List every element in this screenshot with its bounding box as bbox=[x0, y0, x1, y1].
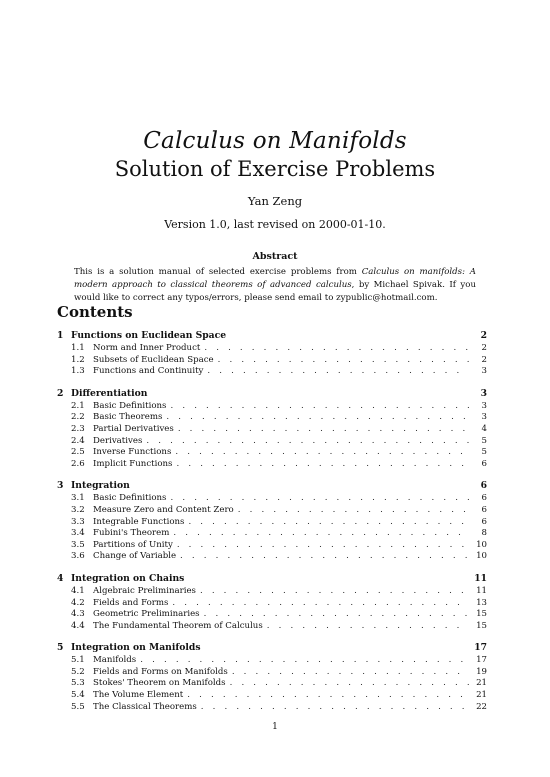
toc-section-number: 4.4 bbox=[71, 620, 85, 631]
toc-leader-dots bbox=[146, 436, 469, 446]
toc-chapter-entry[interactable] bbox=[57, 330, 487, 343]
toc-leader-dots bbox=[173, 528, 469, 538]
toc-section-title: Inverse Functions bbox=[93, 447, 172, 458]
toc-section-number: 3.5 bbox=[71, 539, 85, 550]
toc-section-number: 5.5 bbox=[71, 701, 85, 712]
toc-section-number: 5.2 bbox=[71, 666, 85, 677]
toc-leader-dots bbox=[172, 598, 469, 608]
toc-chapter-number: 5 bbox=[57, 642, 64, 654]
toc-section-page: 10 bbox=[476, 539, 487, 550]
toc-section-number: 1.3 bbox=[71, 366, 85, 377]
toc-section-page: 5 bbox=[481, 447, 487, 458]
toc-chapter-page: 11 bbox=[474, 572, 487, 584]
toc-leader-dots bbox=[230, 678, 469, 688]
toc-section-title: Geometric Preliminaries bbox=[93, 609, 200, 620]
toc-section-number: 4.3 bbox=[71, 609, 85, 620]
toc-chapter-number: 4 bbox=[57, 572, 64, 584]
toc-leader-dots bbox=[170, 401, 469, 411]
abstract-text-after: , by Michael Spivak. If you would like to correct any typos/errors, please send email to zypublic@hotmail.com. bbox=[74, 280, 476, 304]
toc-section-entry[interactable] bbox=[57, 667, 487, 679]
toc-section-page: 6 bbox=[481, 516, 487, 527]
toc-section-number: 4.1 bbox=[71, 585, 85, 596]
toc-section-number: 3.6 bbox=[71, 551, 85, 562]
page-number: 1 bbox=[272, 722, 278, 732]
toc-section-page: 10 bbox=[476, 551, 487, 562]
toc-chapter-page: 6 bbox=[480, 480, 487, 492]
toc-leader-dots bbox=[204, 343, 469, 353]
toc-section-page: 6 bbox=[481, 504, 487, 515]
toc-leader-dots bbox=[204, 609, 469, 619]
toc-section-entry[interactable] bbox=[57, 586, 487, 598]
toc-section-page: 6 bbox=[481, 458, 487, 469]
toc-leader-dots bbox=[188, 517, 469, 527]
toc-section-entry[interactable] bbox=[57, 355, 487, 367]
toc-chapter-number: 3 bbox=[57, 480, 64, 492]
toc-section-title: Measure Zero and Content Zero bbox=[93, 504, 234, 515]
toc-section-entry[interactable] bbox=[57, 447, 487, 459]
toc-section-title: Fields and Forms bbox=[93, 597, 169, 608]
toc-section-entry[interactable] bbox=[57, 424, 487, 436]
toc-section-title: Basic Definitions bbox=[93, 400, 167, 411]
version-line: Version 1.0, last revised on 2000-01-10. bbox=[164, 218, 386, 231]
toc-section-number: 3.3 bbox=[71, 516, 85, 527]
toc-section-page: 4 bbox=[481, 423, 487, 434]
toc-chapter-entry[interactable] bbox=[57, 642, 487, 655]
toc-section-title: The Volume Element bbox=[93, 690, 184, 701]
toc-section-page: 3 bbox=[481, 400, 487, 411]
toc-section-title: Partitions of Unity bbox=[93, 539, 173, 550]
toc-section-page: 22 bbox=[476, 701, 487, 712]
toc-chapter-entry[interactable] bbox=[57, 480, 487, 493]
toc-chapter-page: 3 bbox=[480, 387, 487, 399]
toc-section-page: 19 bbox=[476, 666, 487, 677]
toc-section-entry[interactable] bbox=[57, 493, 487, 505]
toc-section-entry[interactable] bbox=[57, 690, 487, 702]
toc-section-entry[interactable] bbox=[57, 412, 487, 424]
toc-section-page: 3 bbox=[481, 412, 487, 423]
toc-section-title: Stokes' Theorem on Manifolds bbox=[93, 678, 226, 689]
toc-section-number: 1.2 bbox=[71, 354, 85, 365]
toc-chapter-title: Integration on Chains bbox=[71, 572, 185, 584]
toc-leader-dots bbox=[175, 447, 469, 457]
toc-section-title: Integrable Functions bbox=[93, 516, 185, 527]
toc-section-number: 2.6 bbox=[71, 458, 85, 469]
toc-leader-dots bbox=[140, 655, 469, 665]
author-name: Yan Zeng bbox=[247, 194, 303, 208]
toc-leader-dots bbox=[267, 621, 469, 631]
toc-section-number: 3.1 bbox=[71, 493, 85, 504]
toc-chapter-entry[interactable] bbox=[57, 573, 487, 586]
toc-section-title: Norm and Inner Product bbox=[93, 343, 201, 353]
toc-chapter-title: Differentiation bbox=[71, 387, 148, 399]
toc-section-page: 8 bbox=[481, 528, 487, 539]
toc-leader-dots bbox=[177, 540, 469, 550]
toc-section-number: 3.4 bbox=[71, 528, 85, 539]
toc-section-title: Subsets of Euclidean Space bbox=[93, 354, 214, 365]
toc-chapter-title: Functions on Euclidean Space bbox=[71, 330, 227, 341]
toc-section-number: 5.4 bbox=[71, 690, 85, 701]
toc-section-entry[interactable] bbox=[57, 540, 487, 552]
toc-section-title: Manifolds bbox=[93, 655, 137, 666]
toc-section-page: 3 bbox=[481, 366, 487, 377]
toc-leader-dots bbox=[232, 667, 469, 677]
toc-section-page: 15 bbox=[476, 620, 487, 631]
toc-section-page: 2 bbox=[481, 354, 487, 365]
toc-section-page: 6 bbox=[481, 493, 487, 504]
toc-section-page: 21 bbox=[476, 678, 487, 689]
toc-section-number: 2.2 bbox=[71, 412, 85, 423]
toc-section-entry[interactable] bbox=[57, 517, 487, 529]
toc-section-entry[interactable] bbox=[57, 459, 487, 471]
toc-leader-dots bbox=[178, 424, 469, 434]
toc-section-number: 1.1 bbox=[71, 343, 85, 353]
abstract-text-before: This is a solution manual of selected exercise problems from bbox=[74, 267, 362, 277]
toc-chapter-number: 2 bbox=[57, 387, 64, 399]
toc-chapter-title: Integration bbox=[71, 480, 130, 492]
toc-section-title: The Fundamental Theorem of Calculus bbox=[93, 620, 263, 631]
toc-section-page: 15 bbox=[476, 609, 487, 620]
document-title: Calculus on Manifolds bbox=[143, 128, 407, 154]
toc-leader-dots bbox=[180, 551, 469, 561]
toc-section-title: Fubini's Theorem bbox=[93, 528, 170, 539]
table-of-contents bbox=[57, 324, 487, 713]
toc-section-entry[interactable] bbox=[57, 609, 487, 621]
toc-section-entry[interactable] bbox=[57, 401, 487, 413]
toc-section-entry[interactable] bbox=[57, 655, 487, 667]
toc-section-title: The Classical Theorems bbox=[93, 701, 197, 712]
toc-section-number: 5.1 bbox=[71, 655, 85, 666]
toc-section-page: 17 bbox=[476, 655, 487, 666]
toc-section-title: Basic Theorems bbox=[93, 412, 163, 423]
toc-leader-dots bbox=[201, 702, 469, 712]
toc-leader-dots bbox=[166, 412, 469, 422]
document-subtitle: Solution of Exercise Problems bbox=[114, 157, 436, 181]
contents-heading: Contents bbox=[57, 303, 133, 321]
toc-section-number: 2.1 bbox=[71, 400, 85, 411]
toc-section-title: Functions and Continuity bbox=[93, 366, 204, 377]
toc-section-page: 2 bbox=[481, 343, 487, 353]
toc-section-entry[interactable] bbox=[57, 598, 487, 610]
toc-section-title: Derivatives bbox=[93, 435, 143, 446]
toc-section-number: 2.5 bbox=[71, 447, 85, 458]
toc-section-title: Algebraic Preliminaries bbox=[93, 585, 196, 596]
toc-section-title: Fields and Forms on Manifolds bbox=[93, 666, 228, 677]
abstract-heading: Abstract bbox=[252, 251, 298, 262]
toc-leader-dots bbox=[200, 586, 469, 596]
toc-section-entry[interactable] bbox=[57, 366, 487, 378]
toc-section-entry[interactable] bbox=[57, 702, 487, 714]
toc-leader-dots bbox=[207, 366, 469, 376]
toc-leader-dots bbox=[218, 355, 469, 365]
toc-chapter-number: 1 bbox=[57, 330, 64, 341]
toc-section-number: 2.3 bbox=[71, 423, 85, 434]
toc-section-entry[interactable] bbox=[57, 343, 487, 355]
abstract-book-title: Calculus on manifolds: A modern approach to classical theorems of advanced calculus bbox=[74, 267, 476, 291]
toc-section-entry[interactable] bbox=[57, 436, 487, 448]
toc-section-title: Change of Variable bbox=[93, 551, 177, 562]
toc-section-entry[interactable] bbox=[57, 551, 487, 563]
toc-section-entry[interactable] bbox=[57, 505, 487, 517]
toc-chapter-entry[interactable] bbox=[57, 388, 487, 401]
toc-section-number: 4.2 bbox=[71, 597, 85, 608]
abstract-body bbox=[74, 266, 476, 306]
toc-section-number: 3.2 bbox=[71, 504, 85, 515]
toc-section-title: Basic Definitions bbox=[93, 493, 167, 504]
toc-chapter-title: Integration on Manifolds bbox=[71, 642, 201, 654]
toc-section-entry[interactable] bbox=[57, 678, 487, 690]
toc-chapter-page: 17 bbox=[474, 642, 487, 654]
toc-section-number: 5.3 bbox=[71, 678, 85, 689]
toc-leader-dots bbox=[170, 493, 469, 503]
toc-section-page: 13 bbox=[476, 597, 487, 608]
toc-section-title: Partial Derivatives bbox=[93, 423, 174, 434]
toc-section-page: 21 bbox=[476, 690, 487, 701]
toc-section-title: Implicit Functions bbox=[93, 458, 173, 469]
toc-leader-dots bbox=[176, 459, 469, 469]
toc-chapter-page: 2 bbox=[480, 330, 487, 341]
toc-section-entry[interactable] bbox=[57, 528, 487, 540]
toc-section-number: 2.4 bbox=[71, 435, 85, 446]
toc-section-page: 5 bbox=[481, 435, 487, 446]
toc-leader-dots bbox=[238, 505, 469, 515]
toc-section-entry[interactable] bbox=[57, 621, 487, 633]
toc-section-page: 11 bbox=[476, 585, 487, 596]
toc-leader-dots bbox=[187, 690, 469, 700]
